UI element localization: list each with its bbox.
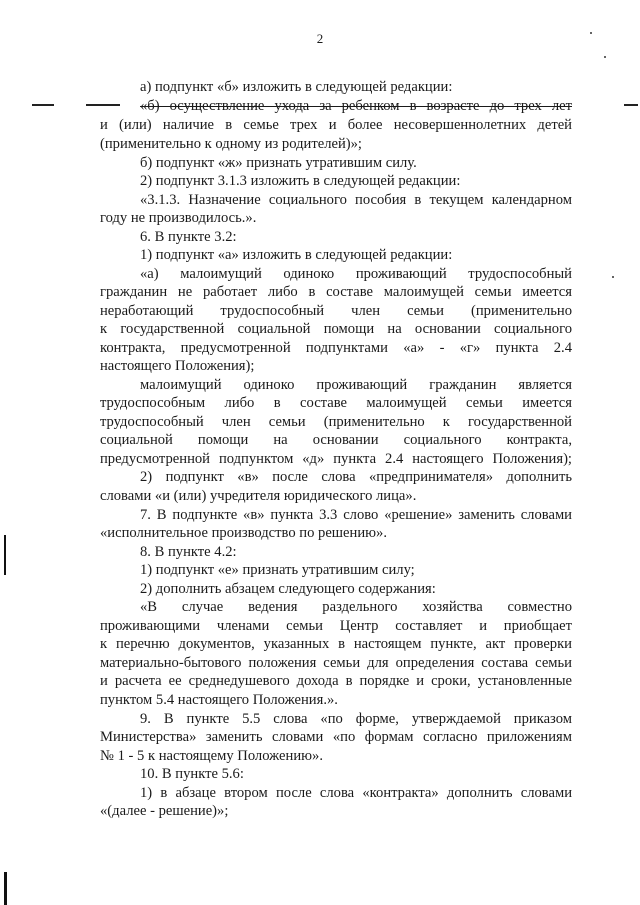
text-line: 10. В пункте 5.6: xyxy=(140,766,244,782)
text-line: году не производилось.». xyxy=(100,210,257,226)
text-line: «(далее - решение)»; xyxy=(100,803,229,819)
scan-dash xyxy=(32,104,54,106)
text-line: Министерства» заменить словами «по формам согласно приложениям xyxy=(100,729,572,745)
scan-speck xyxy=(604,56,606,58)
scan-dash xyxy=(86,104,120,106)
text-line: гражданин не работает либо в составе малоимущей семьи имеется xyxy=(100,284,572,300)
scan-speck xyxy=(590,32,592,34)
text-line: социальной помощи на основании социального контракта, xyxy=(100,432,572,448)
text-line: 1) подпункт «е» признать утратившим силу; xyxy=(140,562,415,578)
text-line: настоящего Положения); xyxy=(100,358,255,374)
page-number: 2 xyxy=(316,31,324,46)
text-line: б) подпункт «ж» признать утратившим силу. xyxy=(140,155,417,171)
text-line: трудоспособный член семьи (применительно к государственной xyxy=(100,414,572,430)
text-line: предусмотренной подпунктом «д» пункта 2.4 настоящего Положения); xyxy=(100,451,572,467)
text-line: к перечню документов, указанных в настоящем пункте, акт проверки xyxy=(100,636,572,652)
text-line: 6. В пункте 3.2: xyxy=(140,229,237,245)
text-line: неработающий трудоспособный член семьи (применительно xyxy=(100,303,572,319)
scan-speck xyxy=(612,276,614,278)
text-line: пунктом 5.4 настоящего Положения.». xyxy=(100,692,338,708)
text-line: «исполнительное производство по решению». xyxy=(100,525,387,541)
text-line: 9. В пункте 5.5 слова «по форме, утверждаемой приказом xyxy=(140,711,572,727)
text-line: и расчета ее среднедушевого дохода в порядке и сроки, установленные xyxy=(100,673,572,689)
text-line: малоимущий одиноко проживающий гражданин является xyxy=(140,377,572,393)
text-line: «а) малоимущий одиноко проживающий трудоспособный xyxy=(140,266,572,282)
text-line: и (или) наличие в семье трех и более несовершеннолетних детей xyxy=(100,117,572,133)
text-line: «В случае ведения раздельного хозяйства совместно xyxy=(140,599,572,615)
text-line: 1) подпункт «а» изложить в следующей редакции: xyxy=(140,247,453,263)
scan-dash xyxy=(624,104,638,106)
text-line: контракта, предусмотренной подпунктами «а» - «г» пункта 2.4 xyxy=(100,340,572,356)
text-line: 8. В пункте 4.2: xyxy=(140,544,237,560)
text-line: трудоспособным либо в составе малоимущей семьи имеется xyxy=(100,395,572,411)
scan-margin-mark xyxy=(4,872,7,905)
text-line: 2) дополнить абзацем следующего содержания: xyxy=(140,581,436,597)
scan-margin-mark xyxy=(4,535,6,575)
text-line: проживающими членами семьи Центр составляет и приобщает xyxy=(100,618,572,634)
text-line: а) подпункт «б» изложить в следующей редакции: xyxy=(140,79,453,95)
text-line: № 1 - 5 к настоящему Положению». xyxy=(100,748,323,764)
text-line-struck: «б) осуществление ухода за ребенком в возрасте до трех лет xyxy=(140,98,572,114)
text-line: 2) подпункт 3.1.3 изложить в следующей редакции: xyxy=(140,173,461,189)
text-line: к государственной социальной помощи на основании социального xyxy=(100,321,572,337)
text-line: 7. В подпункте «в» пункта 3.3 слово «решение» заменить словами xyxy=(140,507,572,523)
text-line: «3.1.3. Назначение социального пособия в текущем календарном xyxy=(140,192,572,208)
text-line: 2) подпункт «в» после слова «предпринимателя» дополнить xyxy=(140,469,572,485)
text-line: материально-бытового положения семьи для определения состава семьи xyxy=(100,655,572,671)
text-line: 1) в абзаце втором после слова «контракта» дополнить словами xyxy=(140,785,572,801)
text-line: (применительно к одному из родителей)»; xyxy=(100,136,362,152)
text-line: словами «и (или) учредителя юридического лица». xyxy=(100,488,417,504)
